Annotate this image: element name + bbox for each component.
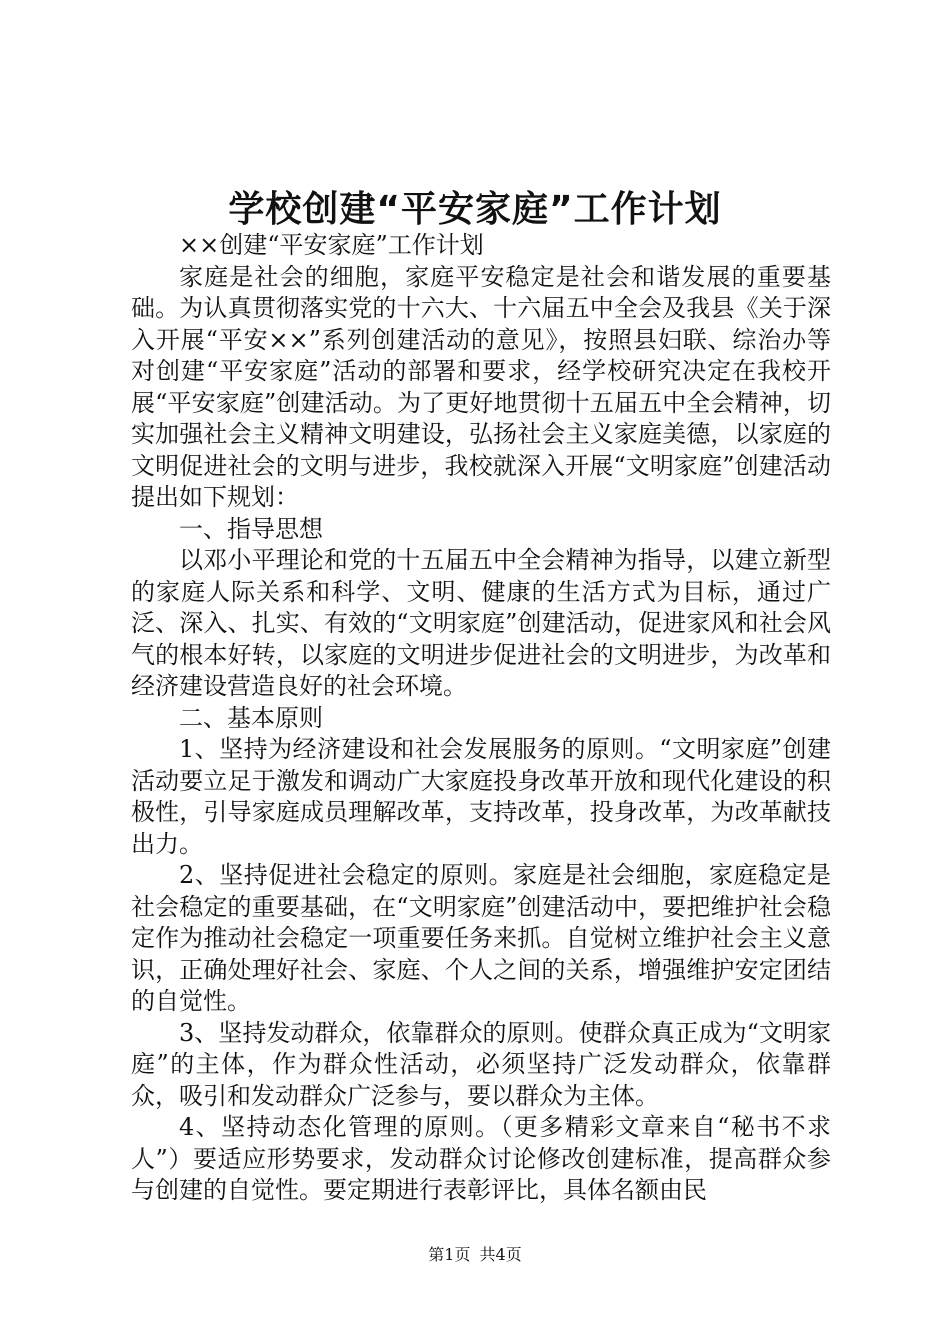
section-heading-basic-principles: 二、基本原则: [179, 703, 323, 732]
principle-2-paragraph: 2、坚持促进社会稳定的原则。家庭是社会细胞，家庭稳定是社会稳定的重要基础，在“文明家庭”创建活动中，要把维护社会稳定作为推动社会稳定一项重要任务来抓。自觉树立维护社会主义意识，正确处理好社会、家庭、个人之间的关系，增强维护安定团结的自觉性。: [131, 861, 831, 1015]
guiding-thought-paragraph: 以邓小平理论和党的十五届五中全会精神为指导，以建立新型的家庭人际关系和科学、文明、健康的生活方式为目标，通过广泛、深入、扎实、有效的“文明家庭”创建活动，促进家风和社会风气的根本好转，以家庭的文明进步促进社会的文明进步，为改革和经济建设营造良好的社会环境。: [131, 546, 831, 700]
section-heading-guiding-thought: 一、指导思想: [179, 514, 323, 543]
page-footer: [0, 1243, 950, 1267]
principle-1-paragraph: 1、坚持为经济建设和社会发展服务的原则。“文明家庭”创建活动要立足于激发和调动广大家庭投身改革开放和现代化建设的积极性，引导家庭成员理解改革，支持改革，投身改革，为改革献技出力。: [131, 735, 831, 858]
principle-3-paragraph: 3、坚持发动群众，依靠群众的原则。使群众真正成为“文明家庭”的主体，作为群众性活动，必须坚持广泛发动群众，依靠群众，吸引和发动群众广泛参与，要以群众为主体。: [131, 1018, 831, 1110]
document-body: [131, 230, 831, 1207]
page-number: 第1页: [428, 1245, 471, 1264]
document-title: 学校创建“平安家庭”工作计划: [228, 189, 722, 230]
intro-paragraph: 家庭是社会的细胞，家庭平安稳定是社会和谐发展的重要基础。为认真贯彻落实党的十六大、十六届五中全会及我县《关于深入开展“平安××”系列创建活动的意见》，按照县妇联、综治办等对创建“平安家庭”活动的部署和要求，经学校研究决定在我校开展“平安家庭”创建活动。为了更好地贯彻十五届五中全会精神，切实加强社会主义精神文明建设，弘扬社会主义家庭美德，以家庭的文明促进社会的文明与进步，我校就深入开展“文明家庭”创建活动提出如下规划：: [131, 262, 831, 511]
subtitle-paragraph: ××创建“平安家庭”工作计划: [179, 231, 484, 259]
principle-4-paragraph: 4、坚持动态化管理的原则。（更多精彩文章来自“秘书不求人”）要适应形势要求，发动群众讨论修改创建标准，提高群众参与创建的自觉性。要定期进行表彰评比，具体名额由民: [131, 1113, 831, 1204]
page-total: 共4页: [479, 1245, 522, 1264]
